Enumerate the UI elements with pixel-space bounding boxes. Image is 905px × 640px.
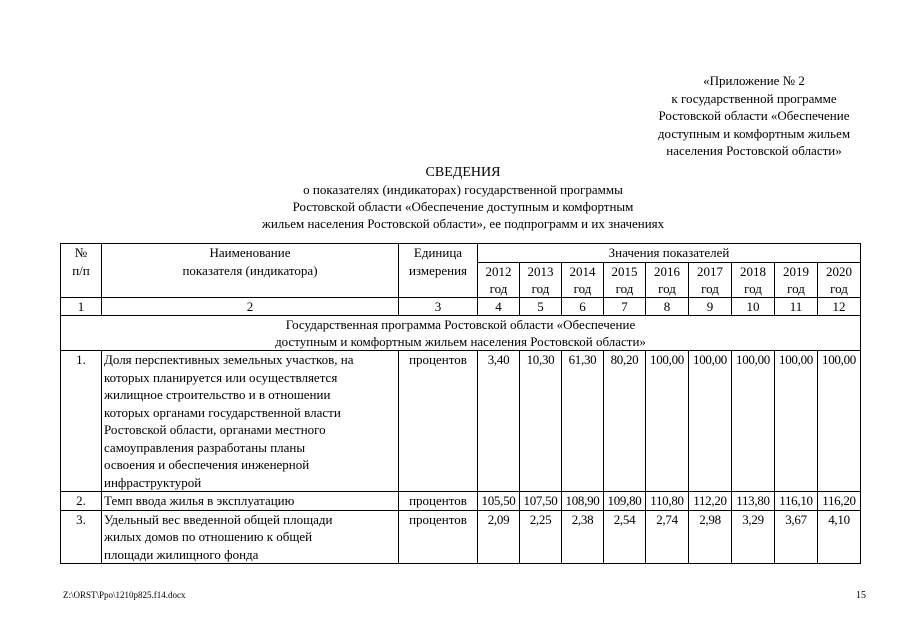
row-number: 1. [61,351,102,492]
header-unit-sublabel: измерения [408,262,468,278]
column-number: 12 [818,297,861,316]
column-number: 4 [478,297,520,316]
indicator-name-line: инфраструктурой [104,474,202,490]
year-header-cell [478,262,520,297]
indicator-name-line: площади жилищного фонда [104,546,259,562]
document-heading [100,164,826,232]
value-cell: 2,09 [478,510,520,564]
value-cell: 105,50 [478,492,520,511]
appendix-note [636,72,872,160]
column-number: 5 [520,297,562,316]
value-cell: 2,25 [520,510,562,564]
indicator-name-line: жилых домов по отношению к общей [104,529,313,544]
value-cell: 113,80 [732,492,775,511]
value-cell: 109,80 [604,492,646,511]
year-suffix: год [787,280,805,296]
indicator-name-line: самоуправления разработаны планы [104,439,306,455]
indicator-name-line: освоения и обеспечения инженерной [104,457,310,472]
indicators-table [60,243,861,564]
program-title-line: доступным и комфортным жильем населения Ростовской области» [275,334,646,349]
column-numbers-row [61,297,861,316]
table-row [61,510,861,564]
year-suffix: год [615,280,634,296]
value-cell: 2,98 [689,510,732,564]
heading-line: Ростовской области «Обеспечение доступным и комфортным [292,199,634,214]
year-label: 2012 [485,263,512,279]
year-label: 2018 [740,263,766,279]
year-suffix: год [489,280,508,296]
year-header-cell [562,262,604,297]
header-unit-label: Единица [413,245,463,260]
year-label: 2013 [527,263,554,279]
year-suffix: год [573,280,592,296]
column-number: 10 [732,297,775,316]
program-title-row [61,316,861,351]
column-number: 1 [61,297,102,316]
table-row [61,351,861,492]
value-cell: 2,74 [646,510,689,564]
value-cell: 3,40 [478,351,520,492]
indicator-name-line: Доля перспективных земельных участков, на [104,352,354,367]
column-number: 6 [562,297,604,316]
value-cell: 100,00 [732,351,775,492]
appendix-line: населения Ростовской области» [666,143,842,158]
value-cell: 107,50 [520,492,562,511]
appendix-line: доступным и комфортным жильем [657,125,851,141]
unit-cell: процентов [399,492,478,511]
header-name-cell [102,244,399,298]
row-number: 3. [61,510,102,564]
year-suffix: год [701,280,719,296]
year-label: 2017 [697,263,723,279]
indicator-name-line: Темп ввода жилья в эксплуатацию [104,493,295,508]
value-cell: 61,30 [562,351,604,492]
year-header-cell [604,262,646,297]
heading-line: о показателях (индикаторах) государственной программы [303,182,623,197]
value-cell: 3,29 [732,510,775,564]
year-header-cell [646,262,689,297]
appendix-line: «Приложение № 2 [703,73,805,88]
year-suffix: год [658,280,676,296]
value-cell: 4,10 [818,510,861,564]
year-label: 2016 [654,263,680,279]
value-cell: 116,20 [818,492,861,511]
value-cell: 108,90 [562,492,604,511]
column-number: 8 [646,297,689,316]
program-title-cell [61,316,861,351]
column-number: 9 [689,297,732,316]
year-header-cell [775,262,818,297]
year-suffix: год [744,280,762,296]
year-label: 2014 [569,263,596,279]
year-label: 2015 [611,263,638,279]
indicator-name-line: Ростовской области, органами местного [104,422,326,437]
column-number: 7 [604,297,646,316]
heading-line: жильем населения Ростовской области», ее подпрограмм и их значениях [261,216,665,231]
header-number-label: № [74,245,88,260]
column-number: 11 [775,297,818,316]
value-cell: 116,10 [775,492,818,511]
indicator-name-line: жилищное строительство и в отношении [104,387,331,402]
unit-cell: процентов [399,351,478,492]
document-title: СВЕДЕНИЯ [425,165,501,180]
value-cell: 100,00 [689,351,732,492]
value-cell: 112,20 [689,492,732,511]
year-header-cell [818,262,861,297]
header-name-label: Наименование [209,245,291,260]
value-cell: 80,20 [604,351,646,492]
appendix-line: Ростовской области «Обеспечение [658,108,850,123]
indicator-name-line: которых органами государственной власти [104,404,341,420]
year-suffix: год [830,280,848,296]
value-cell: 100,00 [818,351,861,492]
table-row [61,492,861,511]
indicator-name [102,351,399,492]
program-title-line: Государственная программа Ростовской области «Обеспечение [285,317,636,332]
appendix-line: к государственной программе [671,90,837,106]
column-number: 3 [399,297,478,316]
header-number-cell [61,244,102,298]
year-label: 2020 [826,263,852,279]
indicator-name [102,510,399,564]
year-header-cell [520,262,562,297]
header-name-sublabel: показателя (индикатора) [182,262,318,278]
header-values-label: Значения показателей [478,244,861,263]
value-cell: 100,00 [646,351,689,492]
unit-cell: процентов [399,510,478,564]
year-label: 2019 [783,263,809,279]
header-number-sublabel: п/п [72,262,90,278]
table-header-row [61,244,861,263]
year-suffix: год [531,280,550,296]
year-header-cell [732,262,775,297]
header-unit-cell [399,244,478,298]
indicator-name [102,492,399,511]
value-cell: 10,30 [520,351,562,492]
indicator-name-line: которых планируется или осуществляется [104,369,338,385]
indicator-name-line: Удельный вес введенной общей площади [104,511,333,527]
value-cell: 2,38 [562,510,604,564]
value-cell: 2,54 [604,510,646,564]
value-cell: 3,67 [775,510,818,564]
footer-page-number: 15 [856,590,866,601]
year-header-cell [689,262,732,297]
row-number: 2. [61,492,102,511]
footer-file-path: Z:\ORST\Ppo\1210p825.f14.docx [63,590,186,600]
column-number: 2 [102,297,399,316]
value-cell: 110,80 [646,492,689,511]
value-cell: 100,00 [775,351,818,492]
